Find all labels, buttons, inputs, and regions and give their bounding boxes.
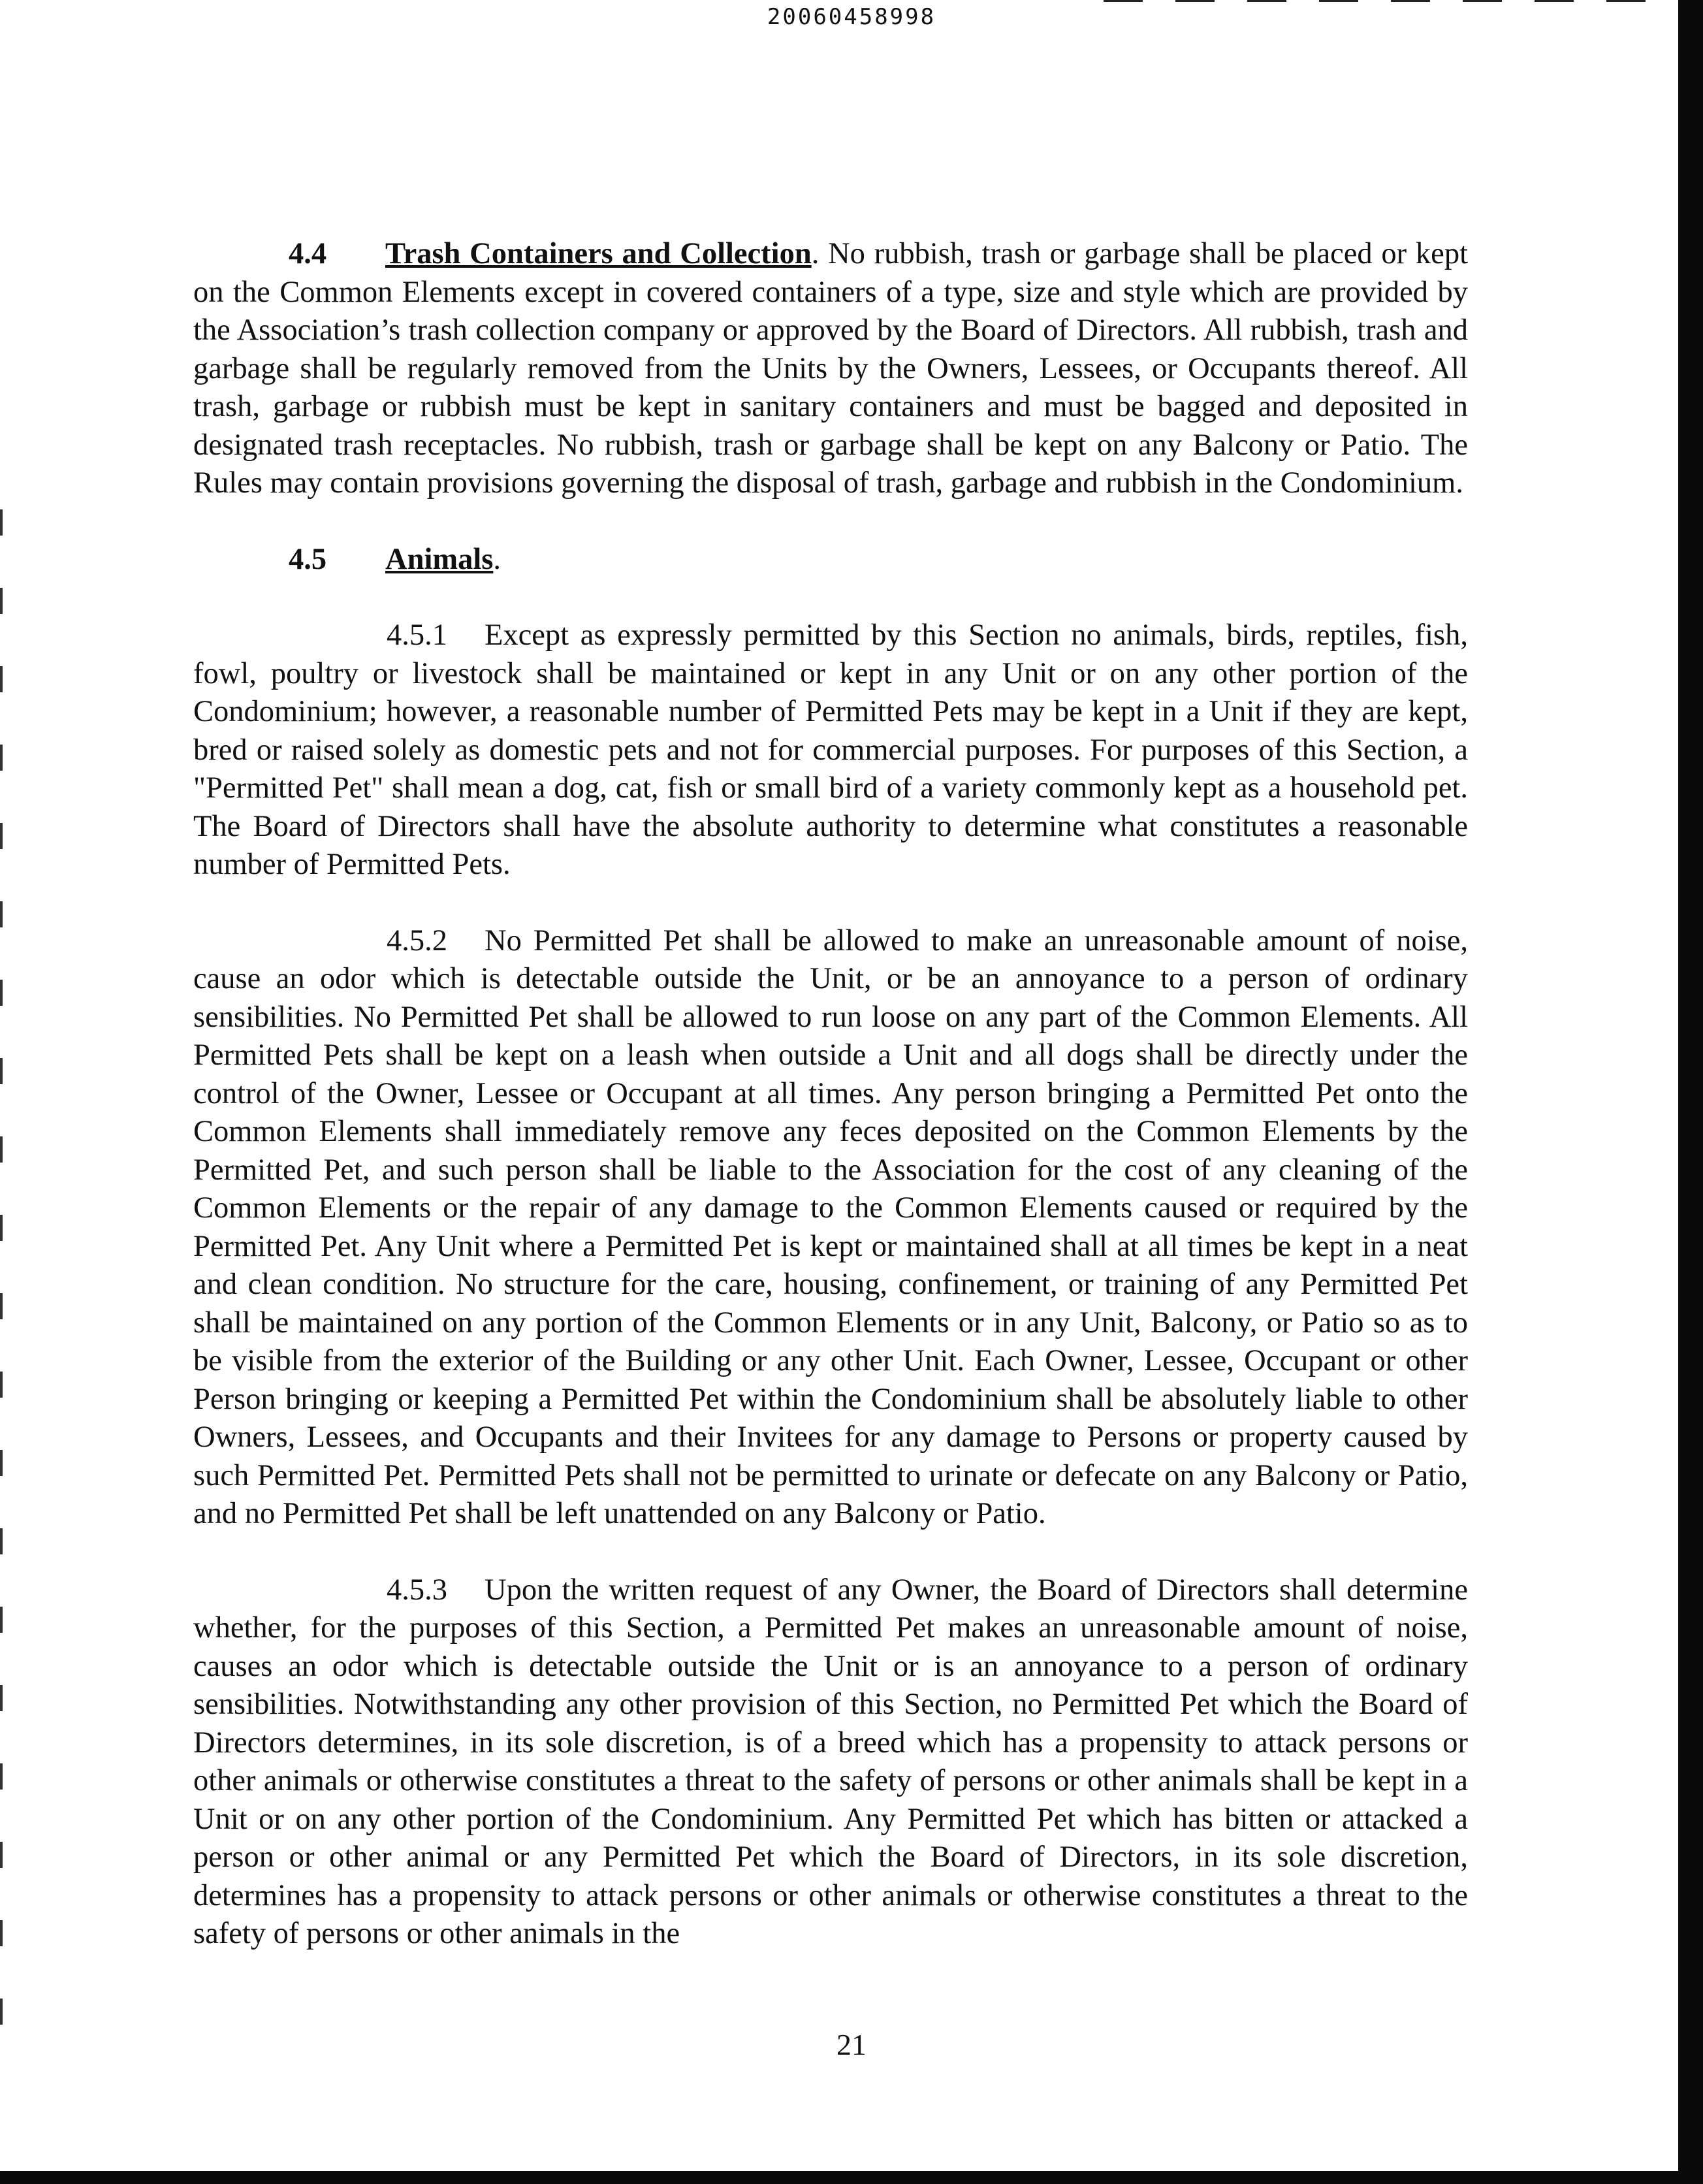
document-body [193, 235, 1468, 1991]
scan-right-border [1678, 0, 1703, 2184]
section-4-5-3-text: Upon the written request of any Owner, the Board of Directors shall determine whether, for the purposes of this Section, a Permitted Pet makes an unreasonable amount of noise, causes an odor which is detectable outside the Unit or is an annoyance to a person of ordinary sensibilities. Notwithstanding any other provision of this Section, no Permitted Pet which the Board of Directors determines, in its sole discretion, is of a breed which has a propensity to attack persons or other animals or otherwise constitutes a threat to the safety of persons or other animals shall be kept in a Unit or on any other portion of the Condominium. Any Permitted Pet which has bitten or attacked a person or other animal or any Permitted Pet which the Board of Directors, in its sole discretion, determines has a propensity to attack persons or other animals or otherwise constitutes a threat to the safety of persons or other animals in the [193, 1573, 1468, 1950]
section-4-4-title: Trash Containers and Collection [385, 237, 812, 270]
section-4-5-2-number: 4.5.2 [387, 923, 447, 957]
scan-edge-marks [0, 509, 3, 2077]
scan-bottom-border [0, 2171, 1703, 2184]
section-4-5-number: 4.5 [289, 542, 327, 576]
document-number: 20060458998 [767, 4, 936, 30]
page-number: 21 [836, 2028, 867, 2061]
section-4-5-2 [193, 922, 1468, 1534]
section-4-5-2-text: No Permitted Pet shall be allowed to make an unreasonable amount of noise, cause an odor which is detectable outside the Unit, or be an annoyance to a person of ordinary sensibilities. No Permitted Pet shall be allowed to run loose on any part of the Common Elements. All Permitted Pets shall be kept on a leash when outside a Unit and all dogs shall be directly under the control of the Owner, Lessee or Occupant at all times. Any person bringing a Permitted Pet onto the Common Elements shall immediately remove any feces deposited on the Common Elements by the Permitted Pet, and such person shall be liable to the Association for the cost of any cleaning of the Common Elements or the repair of any damage to the Common Elements caused or required by the Permitted Pet. Any Unit where a Permitted Pet is kept or maintained shall at all times be kept in a neat and clean condition. No structure for the care, housing, confinement, or training of any Permitted Pet shall be maintained on any portion of the Common Elements or in any Unit, Balcony, or Patio so as to be visible from the exterior of the Building or any other Unit. Each Owner, Lessee, Occupant or other Person bringing or keeping a Permitted Pet within the Condominium shall be absolutely liable to other Owners, Lessees, and Occupants and their Invitees for any damage to Persons or property caused by such Permitted Pet. Permitted Pets shall not be permitted to urinate or defecate on any Balcony or Patio, and no Permitted Pet shall be left unattended on any Balcony or Patio. [193, 923, 1468, 1530]
section-4-4-text: No rubbish, trash or garbage shall be placed or kept on the Common Elements except in covered containers of a type, size and style which are provided by the Association’s trash collection company or approved by the Board of Directors. All rubbish, trash and garbage shall be regularly removed from the Units by the Owners, Lessees, or Occupants thereof. All trash, garbage or rubbish must be kept in sanitary containers and must be bagged and deposited in designated trash receptacles. No rubbish, trash or garbage shall be kept on any Balcony or Patio. The Rules may contain provisions governing the disposal of trash, garbage and rubbish in the Condominium. [193, 237, 1468, 500]
section-4-5-heading [193, 541, 1468, 579]
section-4-5-1 [193, 617, 1468, 884]
scan-top-dashes [1104, 0, 1678, 2]
section-4-5-3 [193, 1571, 1468, 1953]
section-4-5-1-number: 4.5.1 [387, 618, 447, 652]
section-4-5-1-text: Except as expressly permitted by this Section no animals, birds, reptiles, fish, fowl, poultry or livestock shall be maintained or kept in any Unit or on any other portion of the Condominium; however, a reasonable number of Permitted Pets may be kept in a Unit if they are kept, bred or raised solely as domestic pets and not for commercial purposes. For purposes of this Section, a "Permitted Pet" shall mean a dog, cat, fish or small bird of a variety commonly kept as a household pet. The Board of Directors shall have the absolute authority to determine what constitutes a reasonable number of Permitted Pets. [193, 618, 1468, 881]
section-4-4-title-punct: . [811, 237, 820, 270]
section-4-5-3-number: 4.5.3 [387, 1573, 447, 1607]
section-4-4 [193, 235, 1468, 503]
section-4-5-title: Animals [385, 542, 494, 576]
section-4-4-number: 4.4 [289, 237, 327, 270]
section-4-5-title-punct: . [493, 542, 501, 576]
